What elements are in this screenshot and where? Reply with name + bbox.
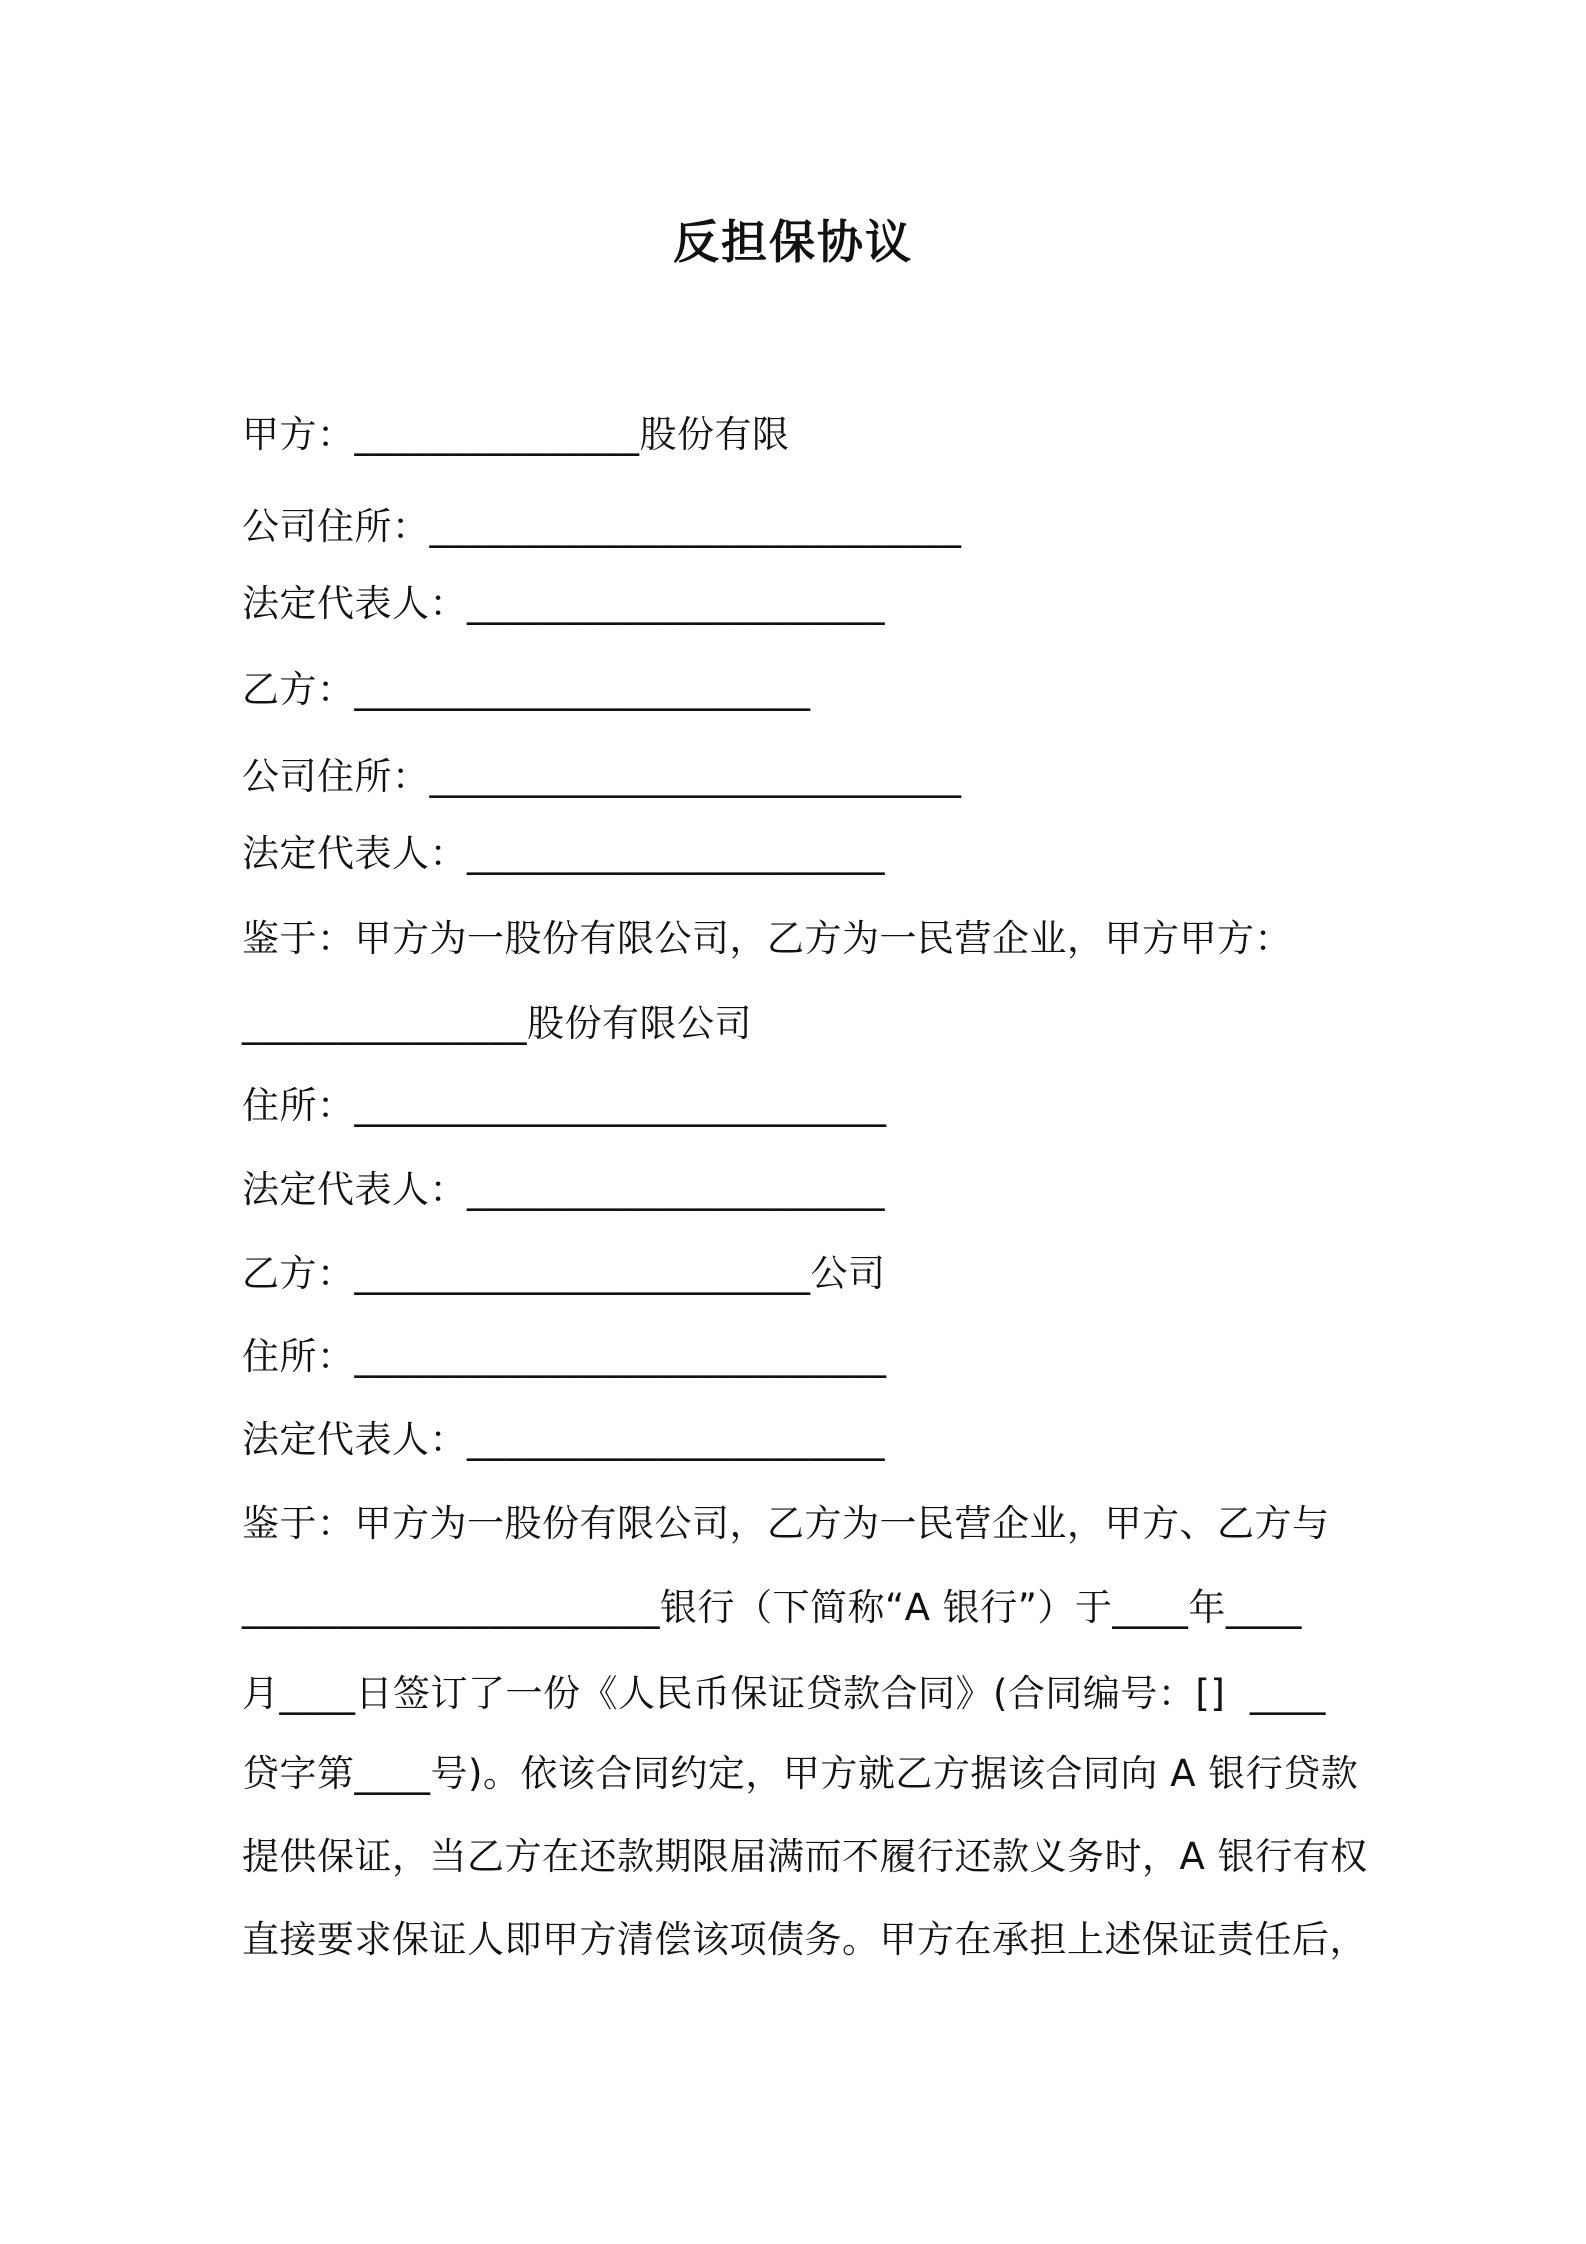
document-title: 反担保协议 [673, 215, 913, 269]
recital-paragraph-line: 直接要求保证人即甲方清偿该项债务。甲方在承担上述保证责任后， [242, 1918, 1367, 1961]
party-b-name-2: 乙方：________________________公司 [242, 1252, 886, 1295]
party-b-address-2: 住所：____________________________ [242, 1335, 887, 1378]
recital-paragraph-line: ______________________银行（下简称“A 银行”）于____年____ [242, 1586, 1302, 1629]
recital-paragraph-line: 月____日签订了一份《人民币保证贷款合同》(合同编号：[] ____ [242, 1672, 1326, 1715]
party-a-name-2: _______________股份有限公司 [242, 1002, 752, 1045]
party-a-legal-rep: 法定代表人：______________________ [242, 582, 885, 625]
party-a-name: 甲方：_______________股份有限 [242, 413, 790, 456]
recital-paragraph-line: 提供保证，当乙方在还款期限届满而不履行还款义务时，A 银行有权 [242, 1835, 1368, 1878]
party-a-legal-rep-2: 法定代表人：______________________ [242, 1168, 885, 1211]
party-b-name: 乙方：________________________ [242, 668, 811, 711]
party-b-address: 公司住所：____________________________ [242, 755, 962, 798]
recital-paragraph-line: 贷字第____号)。依该合同约定，甲方就乙方据该合同向 A 银行贷款 [242, 1752, 1359, 1795]
recital-line: 鉴于：甲方为一股份有限公司，乙方为一民营企业，甲方甲方： [242, 917, 1292, 960]
party-a-address: 公司住所：____________________________ [242, 505, 962, 548]
party-a-address-2: 住所：____________________________ [242, 1084, 887, 1127]
party-b-legal-rep-2: 法定代表人：______________________ [242, 1418, 885, 1461]
recital-paragraph-line: 鉴于：甲方为一股份有限公司，乙方为一民营企业，甲方、乙方与 [242, 1502, 1330, 1545]
party-b-legal-rep: 法定代表人：______________________ [242, 832, 885, 875]
